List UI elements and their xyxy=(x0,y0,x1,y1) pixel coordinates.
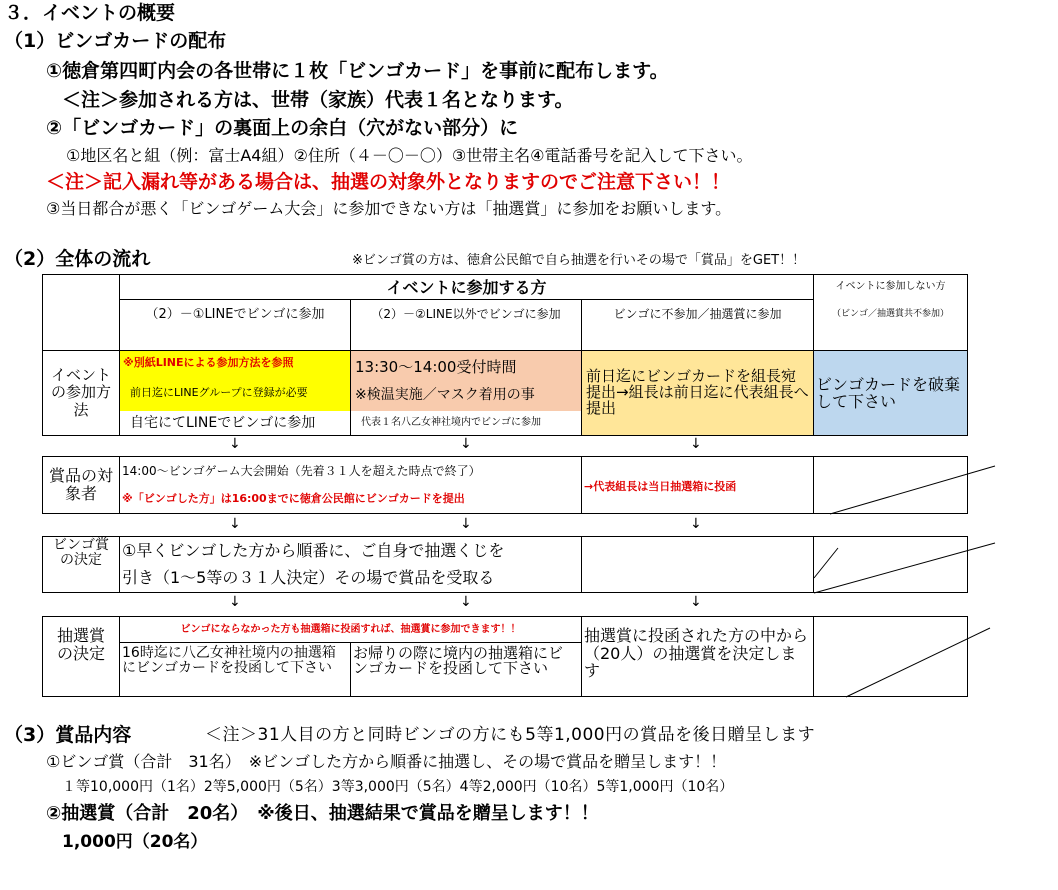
r1c2-a: 13:30～14:00受付時間 xyxy=(355,358,517,376)
col2-header: （2）－②LINE以外でビンゴに参加 xyxy=(371,307,561,321)
r1c2-c: 代表１名八乙女神社境内でビンゴに参加 xyxy=(361,417,541,428)
diagonal-line xyxy=(846,628,990,697)
arrow-down-icon: ↓ xyxy=(229,516,241,532)
row1-label: イベントの参加方法 xyxy=(50,366,111,419)
section-title: ３．イベントの概要 xyxy=(4,2,176,24)
s1-heading: （1）ビンゴカードの配布 xyxy=(4,30,227,52)
r3-b: 引き（1～5等の３１人決定）その場で賞品を受取る xyxy=(122,568,495,587)
r1c2-b: ※検温実施／マスク着用の事 xyxy=(355,387,535,403)
arrow-down-icon: ↓ xyxy=(460,516,472,532)
arrow-down-icon: ↓ xyxy=(229,436,241,452)
arrow-down-icon: ↓ xyxy=(690,436,702,452)
arrow-down-icon: ↓ xyxy=(690,594,702,610)
r2-a: 14:00～ビンゴゲーム大会開始（先着３１人を超えた時点で終了） xyxy=(122,464,481,478)
header-nonpart-2: （ビンゴ／抽選賞共不参加） xyxy=(831,309,949,319)
r1c1-b: 前日迄にLINEグループに登録が必要 xyxy=(130,386,308,399)
r4-top: ビンゴにならなかった方も抽選箱に投函すれば、抽選賞に参加できます！！ xyxy=(180,624,521,635)
arrow-down-icon: ↓ xyxy=(460,594,472,610)
s3-line1: ①ビンゴ賞（合計 31名） ※ビンゴした方から順番に抽選し、その場で賞品を贈呈します！！ xyxy=(46,752,727,771)
header-participate: イベントに参加する方 xyxy=(386,278,547,297)
s3-line2: １等10,000円（1名）2等5,000円（5名）3等3,000円（5名）4等2,000円（10名）5等1,000円（10名） xyxy=(62,779,734,795)
row3-label: ビンゴ賞の決定 xyxy=(53,537,109,568)
s1-line1: ①徳倉第四町内会の各世帯に１枚「ビンゴカード」を事前に配布します。 xyxy=(46,60,669,82)
s3-line4: 1,000円（20名） xyxy=(62,832,208,852)
diagonal-line xyxy=(814,548,838,578)
r4c2: お帰りの際に境内の抽選箱にビンゴカードを投函して下さい xyxy=(353,644,564,677)
r4c3: 抽選賞に投函された方の中から（20人）の抽選賞を決定します xyxy=(584,626,809,681)
s1-line2: ＜注＞参加される方は、世帯（家族）代表１名となります。 xyxy=(62,89,574,111)
s3-line3: ②抽選賞（合計 20名） ※後日、抽選結果で賞品を贈呈します！！ xyxy=(46,803,599,824)
row2-label: 賞品の対象者 xyxy=(48,466,113,503)
arrow-down-icon: ↓ xyxy=(229,594,241,610)
r1c3: 前日迄にビンゴカードを組長宛提出→組長は前日迄に代表組長へ提出 xyxy=(586,367,809,417)
s3-note: ＜注＞31人目の方と同時ビンゴの方にも5等1,000円の賞品を後日贈呈します xyxy=(205,725,816,745)
r2-b: ※「ビンゴした方」は16:00までに徳倉公民館にビンゴカードを提出 xyxy=(122,492,465,505)
r4c1: 16時迄に八乙女神社境内の抽選箱にビンゴカードを投函して下さい xyxy=(122,645,336,676)
s2-heading: （2）全体の流れ xyxy=(4,248,151,270)
header-nonpart-1: イベントに参加しない方 xyxy=(835,281,946,292)
diagonal-line xyxy=(814,543,995,593)
col3-header: ビンゴに不参加／抽選賞に参加 xyxy=(613,307,782,321)
s1-line4: ①地区名と組（例：富士A4組）②住所（４－〇－〇）③世帯主名④電話番号を記入して下さい。 xyxy=(66,146,753,165)
r1c1-c: 自宅にてLINEでビンゴに参加 xyxy=(130,415,316,431)
s1-line3: ②「ビンゴカード」の裏面上の余白（穴がない部分）に xyxy=(46,117,519,139)
r1c4: ビンゴカードを破棄して下さい xyxy=(816,375,961,411)
diagonal-line xyxy=(830,466,995,514)
s1-line5: ＜注＞記入漏れ等がある場合は、抽選の対象外となりますのでご注意下さい！！ xyxy=(46,171,731,193)
row4-label: 抽選賞の決定 xyxy=(56,626,105,663)
arrow-down-icon: ↓ xyxy=(690,516,702,532)
r2c3: →代表組長は当日抽選箱に投函 xyxy=(584,480,737,493)
s3-heading: （3）賞品内容 xyxy=(4,724,132,746)
arrow-down-icon: ↓ xyxy=(460,436,472,452)
r3-a: ①早くビンゴした方から順番に、ご自身で抽選くじを xyxy=(122,541,505,560)
col1-header: （2）－①LINEでビンゴに参加 xyxy=(145,307,325,322)
r1c1-a: ※別紙LINEによる参加方法を参照 xyxy=(123,356,294,369)
s1-line6: ③当日都合が悪く「ビンゴゲーム大会」に参加できない方は「抽選賞」に参加をお願いします。 xyxy=(46,199,732,218)
s2-note: ※ビンゴ賞の方は、徳倉公民館で自ら抽選を行いその場で「賞品」をGET！！ xyxy=(352,253,806,268)
